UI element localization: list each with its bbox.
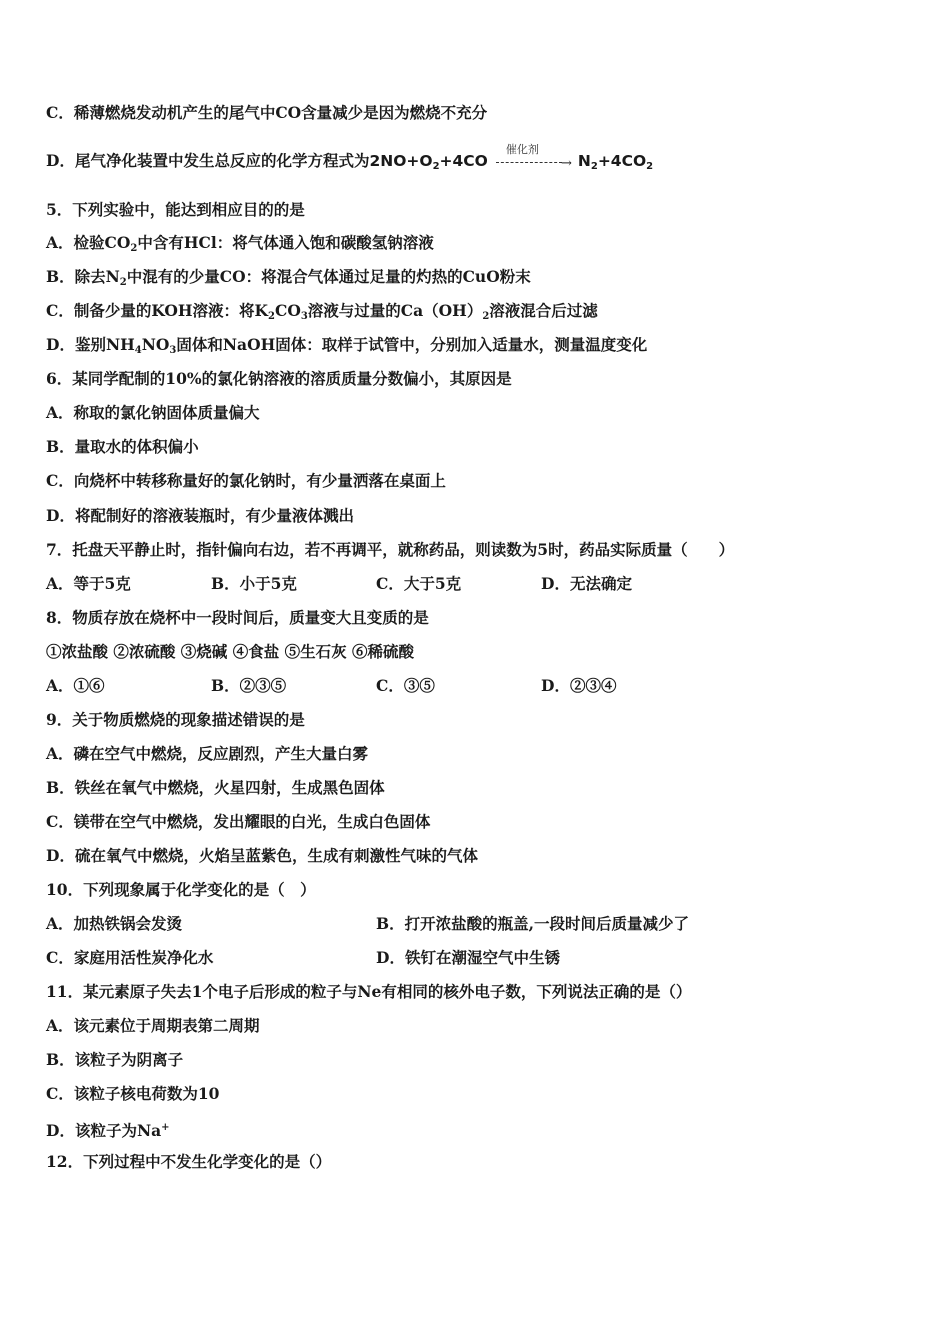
q9-option-b: B．铁丝在氧气中燃烧，火星四射，生成黑色固体 <box>46 778 385 797</box>
q6-option-b: B．量取水的体积偏小 <box>46 437 199 456</box>
q9-option-a: A．磷在空气中燃烧，反应剧烈，产生大量白雾 <box>46 744 369 763</box>
q10-stem: 10．下列现象属于化学变化的是（ ） <box>46 880 316 899</box>
q7-option-d: D．无法确定 <box>541 574 632 593</box>
q4-option-d <box>46 143 654 177</box>
q7-stem: 7．托盘天平静止时，指针偏向右边，若不再调平，就称药品，则读数为5时，药品实际质量（ ） <box>46 540 735 559</box>
q4-d-prefix: D．尾气净化装置中发生总反应的化学方程式为 <box>46 151 370 170</box>
q5-option-c: C．制备少量的KOH溶液：将$K_2CO_3$溶液与过量的$Ca(OH)_2$溶液混合后过滤 <box>46 301 598 322</box>
q5-option-b: B．除去$N_2$中混有的少量CO：将混合气体通过足量的灼热的CuO粉末 <box>46 267 531 288</box>
q10-options-row1 <box>46 914 906 934</box>
arrow-right-icon: → <box>560 156 572 171</box>
q9-stem: 9．关于物质燃烧的现象描述错误的是 <box>46 710 305 729</box>
q7-option-c: C．大于5克 <box>376 574 462 593</box>
q11-stem: 11．某元素原子失去1个电子后形成的粒子与Ne有相同的核外电子数，下列说法正确的是（） <box>46 982 692 1001</box>
q8-option-a: A．①⑥ <box>46 676 105 695</box>
q7-options <box>46 574 906 594</box>
q8-options <box>46 676 906 696</box>
q8-option-d: D．②③④ <box>541 676 617 695</box>
q5-stem: 5．下列实验中，能达到相应目的的是 <box>46 200 305 219</box>
q9-option-d: D．硫在氧气中燃烧，火焰呈蓝紫色，生成有刺激性气味的气体 <box>46 846 478 865</box>
q10-options-row2 <box>46 948 906 968</box>
q6-option-c: C．向烧杯中转移称量好的氯化钠时，有少量洒落在桌面上 <box>46 471 446 490</box>
q10-option-d: D．铁钉在潮湿空气中生锈 <box>376 948 560 967</box>
q6-stem: 6．某同学配制的10%的氯化钠溶液的溶质质量分数偏小，其原因是 <box>46 369 512 388</box>
q6-option-a: A．称取的氯化钠固体质量偏大 <box>46 403 260 422</box>
q8-option-b: B．②③⑤ <box>211 676 287 695</box>
q9-option-c: C．镁带在空气中燃烧，发出耀眼的白光，生成白色固体 <box>46 812 431 831</box>
q10-option-a: A．加热铁锅会发烫 <box>46 914 183 933</box>
equation-products: $N_2+4CO_2$ <box>577 152 654 172</box>
q8-option-c: C．③⑤ <box>376 676 435 695</box>
q10-option-c: C．家庭用活性炭净化水 <box>46 948 214 967</box>
q11-option-c: C．该粒子核电荷数为10 <box>46 1084 220 1103</box>
q11-option-d: D．该粒子为Na+ <box>46 1121 170 1140</box>
catalyst-label: 催化剂 <box>505 143 539 156</box>
q12-stem: 12．下列过程中不发生化学变化的是（） <box>46 1152 332 1171</box>
q5-option-d: D．鉴别$NH_4NO_3$固体和NaOH固体：取样于试管中，分别加入适量水，测量温度变化 <box>46 335 648 356</box>
q8-items: ①浓盐酸 ②浓硫酸 ③烧碱 ④食盐 ⑤生石灰 ⑥稀硫酸 <box>46 642 414 661</box>
q4-option-c: C．稀薄燃烧发动机产生的尾气中CO含量减少是因为燃烧不充分 <box>46 103 488 122</box>
q7-option-a: A．等于5克 <box>46 574 131 593</box>
q11-option-a: A．该元素位于周期表第二周期 <box>46 1016 260 1035</box>
q11-option-b: B．该粒子为阴离子 <box>46 1050 184 1069</box>
q6-option-d: D．将配制好的溶液装瓶时，有少量液体溅出 <box>46 506 354 525</box>
q8-stem: 8．物质存放在烧杯中一段时间后，质量变大且变质的是 <box>46 608 429 627</box>
catalyst-arrow <box>492 143 574 172</box>
q10-option-b: B．打开浓盐酸的瓶盖,一段时间后质量减少了 <box>376 914 689 933</box>
equation-reactants: $2NO+O_2+4CO$ <box>369 152 488 172</box>
q7-option-b: B．小于5克 <box>211 574 297 593</box>
q5-option-a: A．检验$CO_2$中含有HCl：将气体通入饱和碳酸氢钠溶液 <box>46 233 434 254</box>
